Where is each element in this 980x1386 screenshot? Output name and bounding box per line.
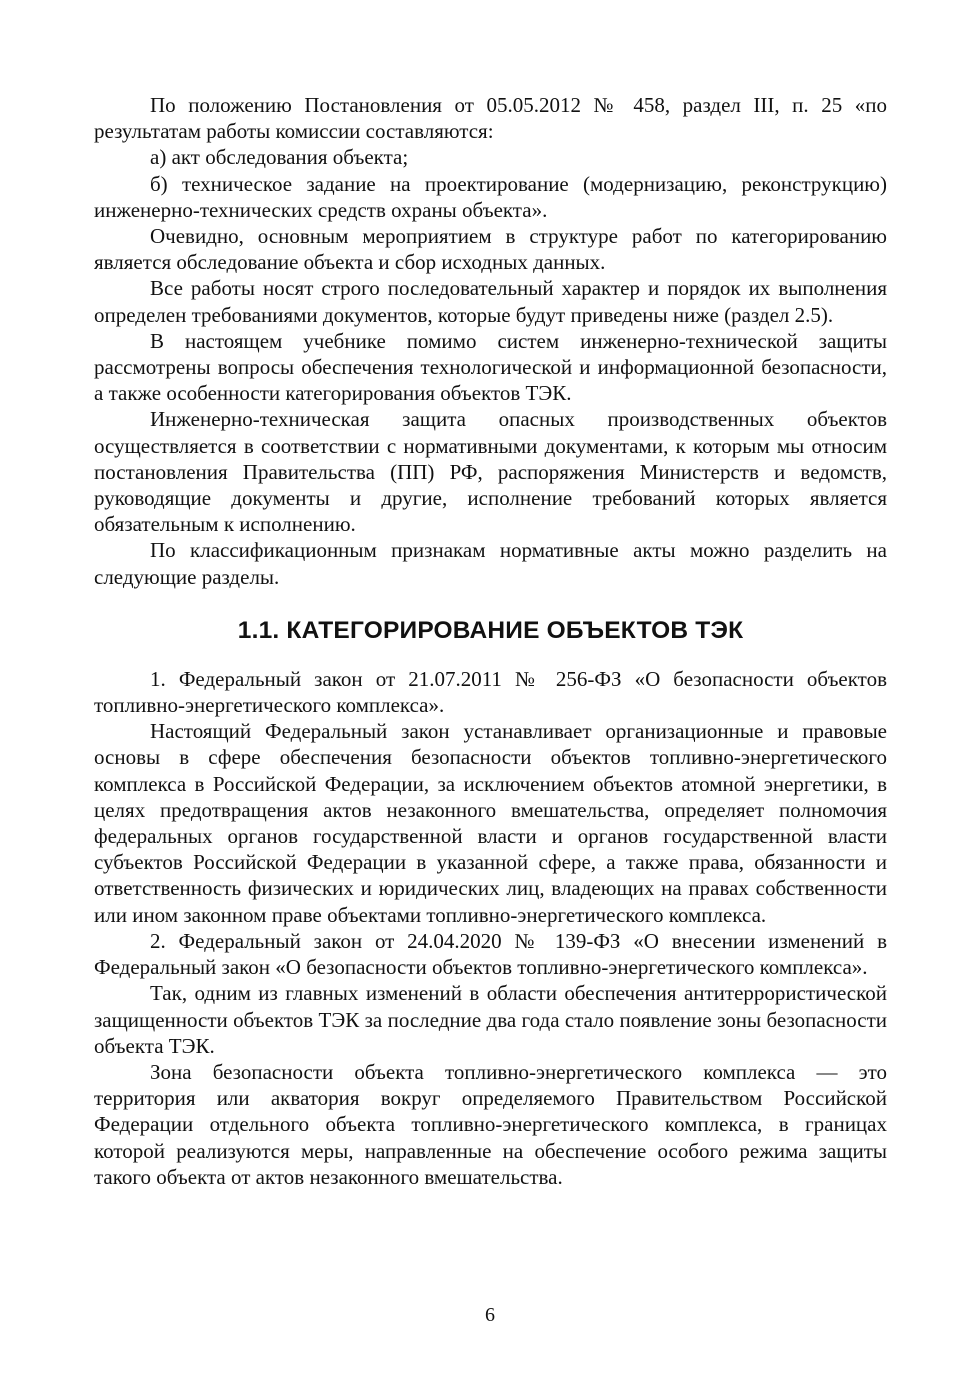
paragraph: 1. Федеральный закон от 21.07.2011 № 256-ФЗ «О безопасности объектов топливно-энергетического комплекса». [94,666,887,718]
paragraph: Очевидно, основным мероприятием в структуре работ по категорированию является обследование объекта и сбор исходных данных. [94,224,887,275]
paragraph: По классификационным признакам нормативные акты можно разделить на следующие разделы. [94,538,887,589]
document-page [94,92,887,1190]
section-heading: 1.1. КАТЕГОРИРОВАНИЕ ОБЪЕКТОВ ТЭК [237,616,744,644]
paragraph: Все работы носят строго последовательный характер и порядок их выполнения определен требованиями документов, которые будут приведены ниже (раздел 2.5). [94,276,887,327]
paragraph: В настоящем учебнике помимо систем инженерно-технической защиты рассмотрены вопросы обеспечения технологической и информационной безопасности, а также особенности категорирования объектов ТЭК. [94,328,887,406]
list-item: а) акт обследования объекта; [150,145,409,170]
paragraph: По положению Постановления от 05.05.2012 № 458, раздел III, п. 25 «по результатам работы комиссии составляются: [94,93,887,144]
list-item: б) техническое задание на проектирование (модернизацию, реконструкцию) инженерно-технических средств охраны объекта». [94,171,887,222]
paragraph: Зона безопасности объекта топливно-энергетического комплекса — это территория или акватория вокруг определяемого Правительством Российской Федерации отдельного объекта топливно-энергетического комплекса, в границах которой реализуются меры, направленные на обеспечение особого режима защиты такого объекта от актов незаконного вмешательства. [94,1059,887,1189]
paragraph: Инженерно-техническая защита опасных производственных объектов осуществляется в соответствии с нормативными документами, к которым мы относим постановления Правительства (ПП) РФ, распоряжения Министерств и ведомств, руководящие документы и другие, исполнение требований которых является обязательным к исполнению. [94,407,887,537]
paragraph: Так, одним из главных изменений в области обеспечения антитеррористической защищенности объектов ТЭК за последние два года стало появление зоны безопасности объекта ТЭК. [94,981,887,1058]
paragraph: Настоящий Федеральный закон устанавливает организационные и правовые основы в сфере обеспечения безопасности объектов топливно-энергетического комплекса в Российской Федерации, за исключением объектов атомной энергетики, в целях предотвращения актов незаконного вмешательства, определяет полномочия федеральных органов государственной власти и органов государственной власти субъектов Российской Федерации в указанной сфере, а также права, обязанности и ответственность физических и юридических лиц, владеющих на правах собственности или ином законном праве объектами топливно-энергетического комплекса. [94,719,887,927]
paragraph: 2. Федеральный закон от 24.04.2020 № 139-ФЗ «О внесении изменений в Федеральный закон «О безопасности объектов топливно-энергетического комплекса». [94,928,887,980]
page-number: 6 [485,1304,495,1326]
